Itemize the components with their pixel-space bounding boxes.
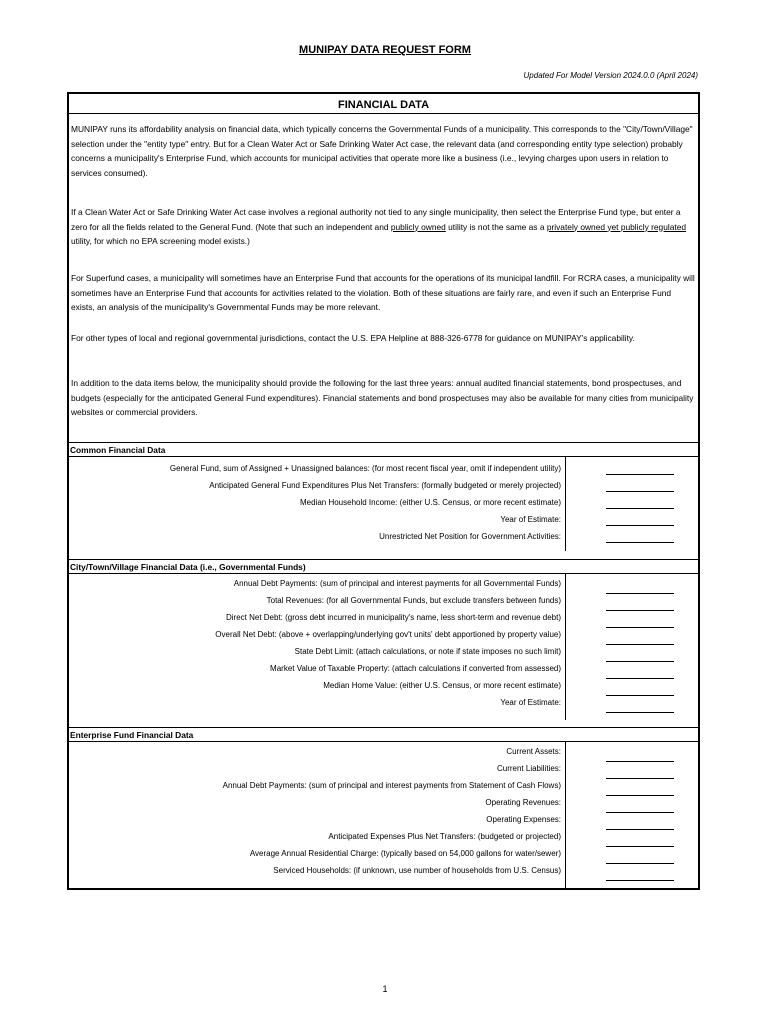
version-note: Updated For Model Version 2024.0.0 (April 2024) — [523, 71, 698, 80]
entry-blank[interactable] — [606, 610, 674, 611]
field-label: Year of Estimate: — [500, 515, 561, 524]
intro-paragraph-1: MUNIPAY runs its affordability analysis on financial data, which typically concerns the Governmental Funds of a municipality. This corresponds to the "City/Town/Village" selection under the "entity type" entry. But for a Clean Water Act or Safe Drinking Water Act case, the relevant data (and corresponding entity type selection) probably concerns a municipality's Enterprise Fund, which accounts for municipal activities that operate more like a business (i.e., levying charges upon users in relation to services consumed). — [71, 124, 693, 178]
field-label: Market Value of Taxable Property: (attach calculations if converted from assessed) — [270, 664, 561, 673]
financial-data-frame — [67, 92, 700, 890]
field-label: Unrestricted Net Position for Government Activities: — [379, 532, 561, 541]
entry-blank[interactable] — [606, 474, 674, 475]
field-label: Serviced Households: (if unknown, use number of households from U.S. Census) — [273, 866, 561, 875]
field-label: General Fund, sum of Assigned + Unassigned balances: (for most recent fiscal year, omit if independent utility) — [169, 464, 561, 473]
field-label: Operating Revenues: — [485, 798, 561, 807]
form-title: MUNIPAY DATA REQUEST FORM — [299, 44, 471, 56]
entry-blank[interactable] — [606, 695, 674, 696]
entry-blank[interactable] — [606, 491, 674, 492]
section-heading-city: City/Town/Village Financial Data (i.e., Governmental Funds) — [69, 559, 698, 574]
entry-blank[interactable] — [606, 508, 674, 509]
field-label: Current Liabilities: — [496, 764, 561, 773]
section-heading-common: Common Financial Data — [69, 442, 698, 457]
intro-paragraph-3: For Superfund cases, a municipality will sometimes have an Enterprise Fund that accounts for the operations of its municipal landfill. For RCRA cases, a municipality will sometimes have an Enterprise Fund that accounts for activities related to the violation. Both of these situations are fairly rare, and even if such an Enterprise Fund exists, an analysis of the municipality's Governmental Funds may be more relevant. — [71, 273, 695, 312]
field-label: State Debt Limit: (attach calculations, or note if state imposes no such limit) — [294, 647, 561, 656]
field-label: Total Revenues: (for all Governmental Funds, but exclude transfers between funds) — [266, 596, 561, 605]
entry-blank[interactable] — [606, 846, 674, 847]
entry-blank[interactable] — [606, 593, 674, 594]
field-label: Current Assets: — [506, 747, 561, 756]
entry-blank[interactable] — [606, 525, 674, 526]
section-body-enterprise — [69, 742, 698, 888]
entry-blank[interactable] — [606, 778, 674, 779]
entry-blank[interactable] — [606, 678, 674, 679]
entry-blank[interactable] — [606, 661, 674, 662]
intro-paragraph-5: In addition to the data items below, the municipality should provide the following for the last three years: annual audited financial statements, bond prospectuses, and budgets (especially for the anticipated General Fund expenditures). Financial statements and bond prospectuses may also be available for many cities from municipality websites or commercial providers. — [71, 378, 694, 417]
field-label: Operating Expenses: — [486, 815, 561, 824]
field-label: Anticipated Expenses Plus Net Transfers: (budgeted or projected) — [328, 832, 561, 841]
entry-blank[interactable] — [606, 880, 674, 881]
page-number: 1 — [382, 984, 388, 994]
entry-blank[interactable] — [606, 627, 674, 628]
entry-blank[interactable] — [606, 863, 674, 864]
field-label: Average Annual Residential Charge: (typically based on 54,000 gallons for water/sewer) — [249, 849, 561, 858]
section-body-common — [69, 457, 698, 551]
section-heading-enterprise: Enterprise Fund Financial Data — [69, 727, 698, 742]
field-label: Annual Debt Payments: (sum of principal and interest payments for all Governmental Funds) — [233, 579, 561, 588]
field-label: Anticipated General Fund Expenditures Plus Net Transfers: (formally budgeted or merely projected) — [209, 481, 561, 490]
entry-blank[interactable] — [606, 712, 674, 713]
field-label: Overall Net Debt: (above + overlapping/underlying gov't units' debt apportioned by property value) — [215, 630, 561, 639]
entry-blank[interactable] — [606, 542, 674, 543]
intro-paragraph-4: For other types of local and regional governmental jurisdictions, contact the U.S. EPA Helpline at 888-326-6778 for guidance on MUNIPAY's applicability. — [71, 333, 635, 343]
entry-blank[interactable] — [606, 812, 674, 813]
entry-blank[interactable] — [606, 644, 674, 645]
field-label: Median Household Income: (either U.S. Census, or more recent estimate) — [299, 498, 561, 507]
entry-blank[interactable] — [606, 761, 674, 762]
financial-data-heading: FINANCIAL DATA — [69, 94, 698, 114]
field-label: Annual Debt Payments: (sum of principal and interest payments from Statement of Cash Flows) — [222, 781, 561, 790]
field-label: Direct Net Debt: (gross debt incurred in municipality's name, less short-term and revenue debt) — [225, 613, 561, 622]
field-label: Median Home Value: (either U.S. Census, or more recent estimate) — [323, 681, 561, 690]
intro-paragraph-2: If a Clean Water Act or Safe Drinking Water Act case involves a regional authority not tied to any single municipality, then select the Enterprise Fund type, but enter a zero for all the fields related to the General Fund. (Note that such an independent and publicly owned utility is not the same as a privately owned yet publicly regulated utility, for which no EPA screening model exists.) — [71, 207, 687, 246]
field-label: Year of Estimate: — [500, 698, 561, 707]
section-body-city — [69, 574, 698, 720]
entry-blank[interactable] — [606, 795, 674, 796]
entry-blank[interactable] — [606, 829, 674, 830]
